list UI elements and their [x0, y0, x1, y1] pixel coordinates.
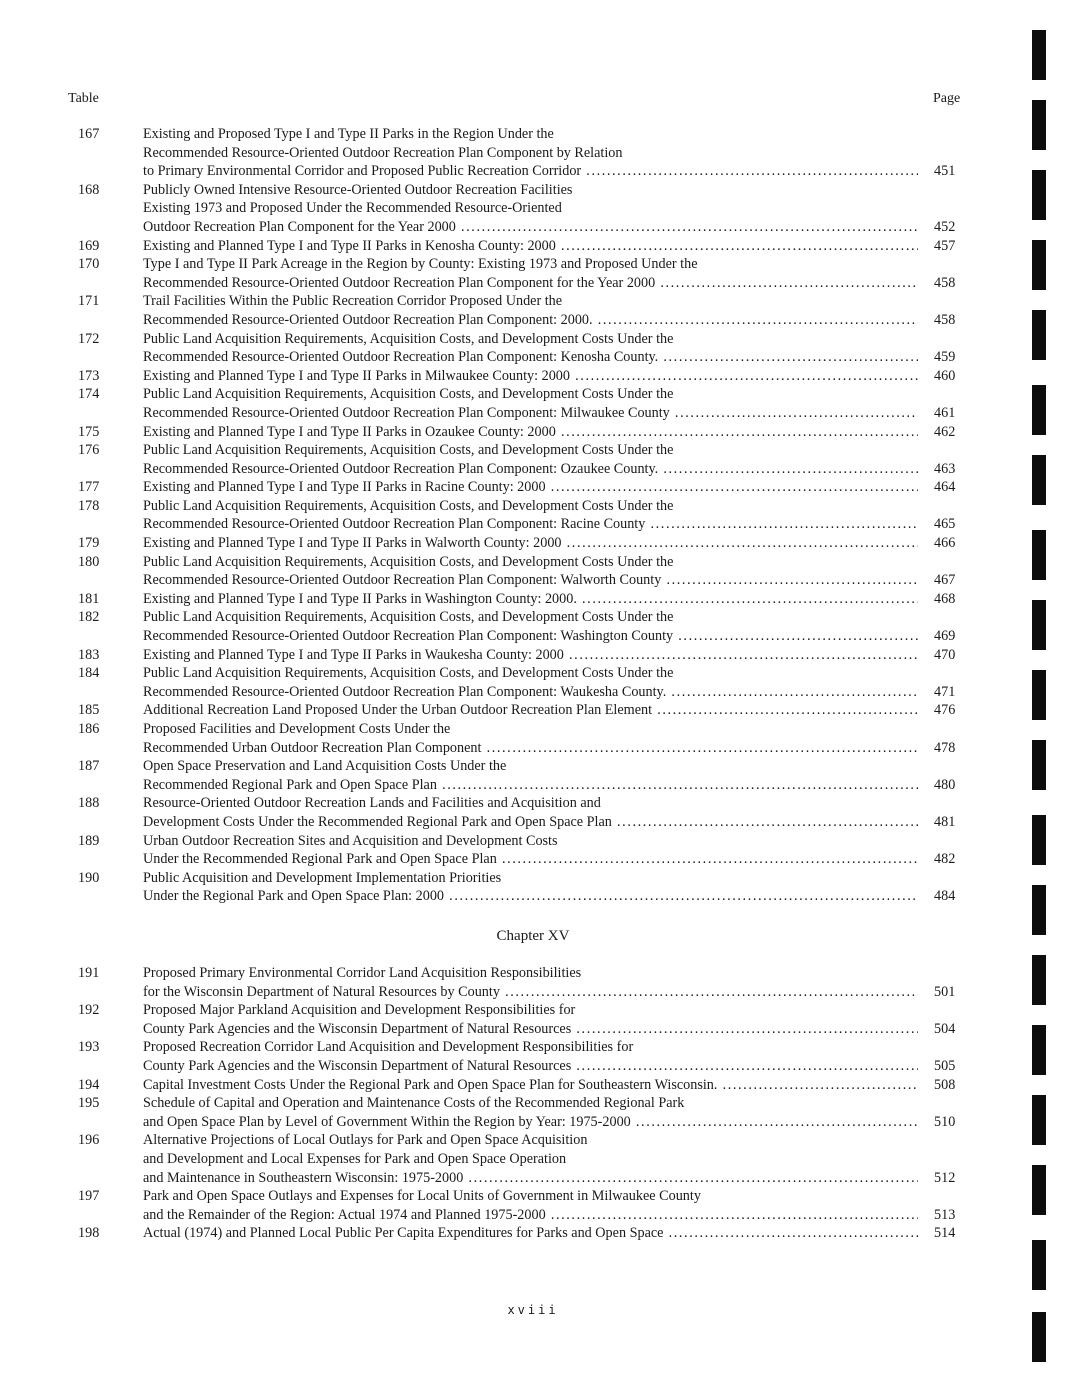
table-title-line: Trail Facilities Within the Public Recreation Corridor Proposed Under the — [143, 293, 563, 310]
table-entry-line — [0, 478, 1066, 497]
table-title-line: Public Acquisition and Development Implementation Priorities — [143, 869, 502, 886]
table-title-line: Additional Recreation Land Proposed Under the Urban Outdoor Recreation Plan Element ..... — [143, 701, 918, 720]
table-number: 198 — [78, 1225, 100, 1242]
table-title-line: Recommended Resource-Oriented Outdoor Recreation Plan Component: Kenosha County. ..... — [143, 348, 918, 367]
table-entry-line — [0, 423, 1066, 442]
page-number: 463 — [934, 460, 956, 477]
table-title-line: Existing and Planned Type I and Type II Parks in Washington County: 2000. ..... — [143, 590, 918, 609]
table-entry-line — [0, 218, 1066, 237]
table-entry-line — [0, 627, 1066, 646]
page-number: 481 — [934, 813, 956, 830]
table-title-line: Proposed Primary Environmental Corridor Land Acquisition Responsibilities — [143, 965, 582, 981]
page-number: 484 — [934, 888, 956, 905]
table-title-line: Recommended Urban Outdoor Recreation Plan Component ..... — [143, 739, 918, 758]
page-number: 510 — [934, 1113, 956, 1130]
table-entry-line — [0, 311, 1066, 330]
table-entry-line — [0, 887, 1066, 906]
table-title-line: Existing and Planned Type I and Type II Parks in Ozaukee County: 2000 ..... — [143, 423, 918, 442]
table-number: 175 — [78, 423, 100, 440]
page-number: 501 — [934, 983, 956, 1000]
table-title-line: Existing and Planned Type I and Type II Parks in Waukesha County: 2000 ..... — [143, 646, 918, 665]
table-title-line: Recommended Resource-Oriented Outdoor Recreation Plan Component: Ozaukee County. ..... — [143, 460, 918, 479]
page-number: 470 — [934, 646, 956, 663]
table-entry-line — [0, 292, 1066, 311]
table-entry-line — [0, 162, 1066, 181]
table-title-line: Recommended Resource-Oriented Outdoor Recreation Plan Component for the Year 2000 ..... — [143, 274, 918, 293]
page-number: 460 — [934, 367, 956, 384]
table-title-line: Recommended Resource-Oriented Outdoor Recreation Plan Component: Waukesha County. ..... — [143, 683, 918, 702]
table-number: 181 — [78, 590, 100, 607]
binding-mark — [1032, 100, 1046, 150]
table-title-line: Schedule of Capital and Operation and Maintenance Costs of the Recommended Regional Park — [143, 1095, 685, 1112]
table-entry-line — [0, 237, 1066, 256]
table-entry-line — [0, 515, 1066, 534]
binding-mark — [1032, 240, 1046, 290]
table-title-line: Capital Investment Costs Under the Regional Park and Open Space Plan for Southeastern Wisconsin. ..... — [143, 1076, 918, 1095]
table-entry-line — [0, 460, 1066, 479]
table-entry-line — [0, 757, 1066, 776]
table-title-line: Publicly Owned Intensive Resource-Oriented Outdoor Recreation Facilities — [143, 181, 573, 198]
binding-mark — [1032, 170, 1046, 220]
table-number: 196 — [78, 1132, 100, 1149]
table-title-line: Type I and Type II Park Acreage in the Region by County: Existing 1973 and Proposed Under the — [143, 256, 698, 273]
table-number: 182 — [78, 609, 100, 626]
binding-mark — [1032, 885, 1046, 935]
table-title-line: Public Land Acquisition Requirements, Acquisition Costs, and Development Costs Under the — [143, 442, 674, 459]
table-title-line: Existing and Planned Type I and Type II Parks in Milwaukee County: 2000 ..... — [143, 367, 918, 386]
table-title-line: Public Land Acquisition Requirements, Acquisition Costs, and Development Costs Under the — [143, 497, 674, 514]
page-number: 468 — [934, 590, 956, 607]
table-title-line: Existing and Planned Type I and Type II Parks in Walworth County: 2000 ..... — [143, 534, 918, 553]
table-entry-line — [0, 701, 1066, 720]
table-title-line: and the Remainder of the Region: Actual 1974 and Planned 1975-2000 ..... — [143, 1206, 918, 1225]
binding-mark — [1032, 1312, 1046, 1362]
table-entry-line — [0, 964, 1066, 983]
table-title-line: for the Wisconsin Department of Natural Resources by County ..... — [143, 983, 918, 1002]
binding-mark — [1032, 30, 1046, 80]
table-number: 177 — [78, 479, 100, 496]
table-title-line: Public Land Acquisition Requirements, Acquisition Costs, and Development Costs Under the — [143, 386, 674, 403]
table-number: 174 — [78, 386, 100, 403]
page-number: 465 — [934, 516, 956, 533]
page-number: 464 — [934, 479, 956, 496]
table-title-line: Resource-Oriented Outdoor Recreation Lands and Facilities and Acquisition and — [143, 795, 601, 812]
table-number: 192 — [78, 1002, 100, 1019]
binding-mark — [1032, 530, 1046, 580]
table-number: 168 — [78, 181, 100, 198]
table-title-line: Public Land Acquisition Requirements, Acquisition Costs, and Development Costs Under the — [143, 609, 674, 626]
binding-mark — [1032, 455, 1046, 505]
table-title-line: Recommended Regional Park and Open Space Plan ..... — [143, 776, 918, 795]
table-entry-line — [0, 739, 1066, 758]
table-title-line: Existing and Proposed Type I and Type II Parks in the Region Under the — [143, 126, 554, 142]
table-number: 185 — [78, 702, 100, 719]
table-number: 188 — [78, 795, 100, 812]
table-entry-line — [0, 199, 1066, 218]
binding-mark — [1032, 1095, 1046, 1145]
page-number: 461 — [934, 404, 956, 421]
table-entry-line — [0, 1094, 1066, 1113]
table-entry-line — [0, 794, 1066, 813]
table-entry-line — [0, 1020, 1066, 1039]
page-number: 458 — [934, 311, 956, 328]
binding-mark — [1032, 1240, 1046, 1290]
table-title-line: Open Space Preservation and Land Acquisition Costs Under the — [143, 758, 507, 775]
page-number: 512 — [934, 1169, 956, 1186]
page-number: 476 — [934, 702, 956, 719]
table-entry-line — [0, 1206, 1066, 1225]
page-number: 452 — [934, 218, 956, 235]
table-entry-line — [0, 1224, 1066, 1243]
table-entry-line — [0, 1131, 1066, 1150]
table-entry-line — [0, 181, 1066, 200]
table-number: 167 — [78, 126, 100, 142]
binding-mark — [1032, 1165, 1046, 1215]
table-title-line: Recommended Resource-Oriented Outdoor Recreation Plan Component: Washington County ..... — [143, 627, 918, 646]
table-entry-line — [0, 1057, 1066, 1076]
page-number: 478 — [934, 739, 956, 756]
table-entry-line — [0, 274, 1066, 293]
table-number: 193 — [78, 1039, 100, 1056]
table-number: 179 — [78, 535, 100, 552]
table-number: 184 — [78, 665, 100, 682]
page-number: 514 — [934, 1225, 956, 1242]
page-number: 466 — [934, 535, 956, 552]
table-number: 187 — [78, 758, 100, 775]
table-entry-line — [0, 330, 1066, 349]
page-number: 459 — [934, 349, 956, 366]
binding-marks — [1032, 0, 1048, 1380]
table-number: 183 — [78, 646, 100, 663]
table-title-line: Recommended Resource-Oriented Outdoor Recreation Plan Component: 2000. ..... — [143, 311, 918, 330]
page-number: 457 — [934, 237, 956, 254]
table-title-line: Recommended Resource-Oriented Outdoor Recreation Plan Component: Racine County ..... — [143, 515, 918, 534]
page-number: 467 — [934, 572, 956, 589]
table-entry-line — [0, 590, 1066, 609]
table-entry-line — [0, 348, 1066, 367]
table-entry-line — [0, 850, 1066, 869]
table-number: 172 — [78, 330, 100, 347]
table-number: 169 — [78, 237, 100, 254]
table-list-section-b — [0, 964, 1066, 1243]
page-number: 458 — [934, 274, 956, 291]
table-entry-line — [0, 646, 1066, 665]
table-entry-line — [0, 404, 1066, 423]
table-number: 170 — [78, 256, 100, 273]
table-title-line: to Primary Environmental Corridor and Proposed Public Recreation Corridor ..... — [143, 162, 918, 181]
binding-mark — [1032, 310, 1046, 360]
table-entry-line — [0, 683, 1066, 702]
table-entry-line — [0, 1150, 1066, 1169]
table-entry-line — [0, 571, 1066, 590]
table-title-line: Proposed Recreation Corridor Land Acquisition and Development Responsibilities for — [143, 1039, 634, 1056]
table-title-line: and Open Space Plan by Level of Government Within the Region by Year: 1975-2000 ..... — [143, 1113, 918, 1132]
table-entry-line — [0, 497, 1066, 516]
table-title-line: Proposed Major Parkland Acquisition and Development Responsibilities for — [143, 1002, 576, 1019]
binding-mark — [1032, 600, 1046, 650]
binding-mark — [1032, 1025, 1046, 1075]
binding-mark — [1032, 670, 1046, 720]
table-title-line: Under the Regional Park and Open Space Plan: 2000 ..... — [143, 887, 918, 906]
table-list-section-a — [0, 125, 1066, 906]
table-entry-line — [0, 832, 1066, 851]
page-number: 471 — [934, 683, 956, 700]
table-number: 171 — [78, 293, 100, 310]
table-number: 176 — [78, 442, 100, 459]
table-number: 195 — [78, 1095, 100, 1112]
table-title-line: Proposed Facilities and Development Costs Under the — [143, 721, 451, 737]
table-entry-line — [0, 776, 1066, 795]
table-title-line: Recommended Resource-Oriented Outdoor Recreation Plan Component: Walworth County ..... — [143, 571, 918, 590]
binding-mark — [1032, 955, 1046, 1005]
table-number: 191 — [78, 965, 100, 981]
table-entry-line — [0, 125, 1066, 144]
table-title-line: Recommended Resource-Oriented Outdoor Recreation Plan Component: Milwaukee County ..... — [143, 404, 918, 423]
table-entry-line — [0, 1169, 1066, 1188]
page-number: 480 — [934, 776, 956, 793]
table-entry-line — [0, 385, 1066, 404]
page-folio: xviii — [507, 1303, 559, 1317]
table-title-line: and Development and Local Expenses for Park and Open Space Operation — [143, 1150, 567, 1167]
table-entry-line — [0, 869, 1066, 888]
binding-mark — [1032, 385, 1046, 435]
table-number: 178 — [78, 497, 100, 514]
table-title-line: Public Land Acquisition Requirements, Acquisition Costs, and Development Costs Under the — [143, 330, 674, 347]
table-entry-line — [0, 664, 1066, 683]
binding-mark — [1032, 740, 1046, 790]
table-title-line: County Park Agencies and the Wisconsin Department of Natural Resources ..... — [143, 1020, 918, 1039]
table-title-line: Alternative Projections of Local Outlays for Park and Open Space Acquisition — [143, 1132, 588, 1149]
table-number: 194 — [78, 1076, 100, 1093]
table-entry-line — [0, 367, 1066, 386]
page-header-table-label: Table — [68, 91, 99, 106]
table-number: 197 — [78, 1188, 100, 1205]
table-number: 180 — [78, 553, 100, 570]
table-title-line: Recommended Resource-Oriented Outdoor Recreation Plan Component by Relation — [143, 144, 623, 161]
page-number: 482 — [934, 851, 956, 868]
table-entry-line — [0, 1187, 1066, 1206]
table-title-line: Under the Recommended Regional Park and Open Space Plan ..... — [143, 850, 918, 869]
table-entry-line — [0, 255, 1066, 274]
table-entry-line — [0, 1113, 1066, 1132]
page-number: 505 — [934, 1057, 956, 1074]
table-title-line: County Park Agencies and the Wisconsin Department of Natural Resources ..... — [143, 1057, 918, 1076]
page-header-page-label: Page — [933, 91, 961, 106]
table-entry-line — [0, 144, 1066, 163]
table-title-line: Park and Open Space Outlays and Expenses for Local Units of Government in Milwaukee County — [143, 1188, 701, 1205]
table-number: 186 — [78, 721, 100, 737]
table-title-line: Existing 1973 and Proposed Under the Recommended Resource-Oriented — [143, 200, 562, 217]
table-title-line: Public Land Acquisition Requirements, Acquisition Costs, and Development Costs Under the — [143, 553, 674, 570]
table-title-line: Actual (1974) and Planned Local Public Per Capita Expenditures for Parks and Open Space ..... — [143, 1224, 918, 1243]
table-title-line: Outdoor Recreation Plan Component for the Year 2000 ..... — [143, 218, 918, 237]
table-number: 190 — [78, 869, 100, 886]
table-entry-line — [0, 983, 1066, 1002]
page-number: 513 — [934, 1206, 956, 1223]
table-entry-line — [0, 1038, 1066, 1057]
page-number: 508 — [934, 1076, 956, 1093]
table-entry-line — [0, 553, 1066, 572]
page-number: 451 — [934, 163, 956, 180]
table-title-line: Existing and Planned Type I and Type II Parks in Racine County: 2000 ..... — [143, 478, 918, 497]
table-entry-line — [0, 534, 1066, 553]
table-entry-line — [0, 608, 1066, 627]
table-title-line: Development Costs Under the Recommended Regional Park and Open Space Plan ..... — [143, 813, 918, 832]
table-title-line: Existing and Planned Type I and Type II Parks in Kenosha County: 2000 ..... — [143, 237, 918, 256]
table-title-line: Public Land Acquisition Requirements, Acquisition Costs, and Development Costs Under the — [143, 665, 674, 682]
page-number: 462 — [934, 423, 956, 440]
table-entry-line — [0, 813, 1066, 832]
table-entry-line — [0, 1001, 1066, 1020]
table-title-line: and Maintenance in Southeastern Wisconsin: 1975-2000 ..... — [143, 1169, 918, 1188]
table-entry-line — [0, 441, 1066, 460]
table-number: 189 — [78, 832, 100, 849]
page-number: 469 — [934, 628, 956, 645]
binding-mark — [1032, 815, 1046, 865]
table-title-line: Urban Outdoor Recreation Sites and Acquisition and Development Costs — [143, 832, 558, 849]
table-number: 173 — [78, 367, 100, 384]
page-number: 504 — [934, 1020, 956, 1037]
chapter-heading: Chapter XV — [496, 928, 570, 944]
table-entry-line — [0, 1076, 1066, 1095]
table-entry-line — [0, 720, 1066, 739]
